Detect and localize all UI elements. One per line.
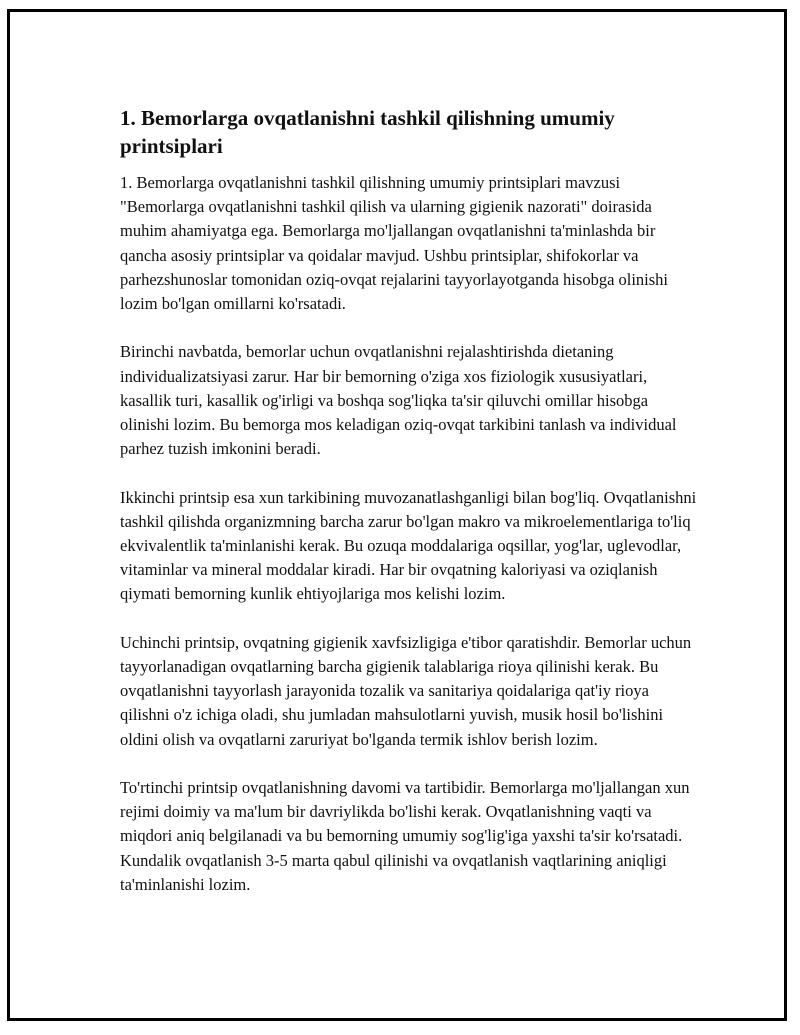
document-title: 1. Bemorlarga ovqatlanishni tashkil qilishning umumiy printsiplari [120, 106, 615, 158]
paragraph-5: To'rtinchi printsip ovqatlanishning davomi va tartibidir. Bemorlarga mo'ljallangan xun rejimi doimiy va ma'lum bir davriylikda bo'lishi kerak. Ovqatlanishning vaqti va miqdori aniq belgilanadi va bu bemorning umumiy sog'lig'iga yaxshi ta'sir ko'rsatadi. Kundalik ovqatlanish 3-5 marta qabul qilinishi va ovqatlanish vaqtlarining aniqligi ta'minlanishi lozim. [120, 778, 690, 894]
paragraph-4: Uchinchi printsip, ovqatning gigienik xavfsizligiga e'tibor qaratishdir. Bemorlar uchun tayyorlanadigan ovqatlarning barcha gigienik talablariga rioya qilinishi kerak. Bu ovqatlanishni tayyorlash jarayonida tozalik va sanitariya qoidalariga qat'iy rioya qilishni o'z ichiga oladi, shu jumladan mahsulotlarni yuvish, musik hosil bo'lishini oldini olish va ovqatlarni zaruriyat bo'lganda termik ishlov berish lozim. [120, 632, 692, 749]
page-frame [7, 9, 787, 1021]
paragraph-2: Birinchi navbatda, bemorlar uchun ovqatlanishni rejalashtirishda dietaning individualizatsiyasi zarur. Har bir bemorning o'ziga xos fiziologik xususiyatlari, kasallik turi, kasallik og'irligi va boshqa sog'liqka ta'sir qiluvchi omillar hisobga olinishi lozim. Bu bemorga mos keladigan oziq-ovqat tarkibini tanlash va individual parhez tuzish imkonini beradi. [120, 342, 677, 459]
document-body [120, 104, 700, 897]
paragraph-3: Ikkinchi printsip esa xun tarkibining muvozanatlashganligi bilan bog'liq. Ovqatlanishni tashkil qilishda organizmning barcha zarur bo'lgan makro va mikroelementlariga to'liq ekvivalentlik ta'minlanishi kerak. Bu ozuqa moddalariga oqsillar, yog'lar, uglevodlar, vitaminlar va mineral moddalar kiradi. Har bir ovqatning kaloriyasi va oziqlanish qiymati bemorning kunlik ehtiyojlariga mos kelishi lozim. [120, 487, 697, 604]
paragraph-1: 1. Bemorlarga ovqatlanishni tashkil qilishning umumiy printsiplari mavzusi "Bemorlarga ovqatlanishni tashkil qilish va ularning gigienik nazorati" doirasida muhim ahamiyatga ega. Bemorlarga mo'ljallangan ovqatlanishni ta'minlashda bir qancha asosiy printsiplar va qoidalar mavjud. Ushbu printsiplar, shifokorlar va parhezshunoslar tomonidan oziq-ovqat rejalarini tayyorlayotganda hisobga olinishi lozim bo'lgan omillarni ko'rsatadi. [120, 173, 669, 314]
